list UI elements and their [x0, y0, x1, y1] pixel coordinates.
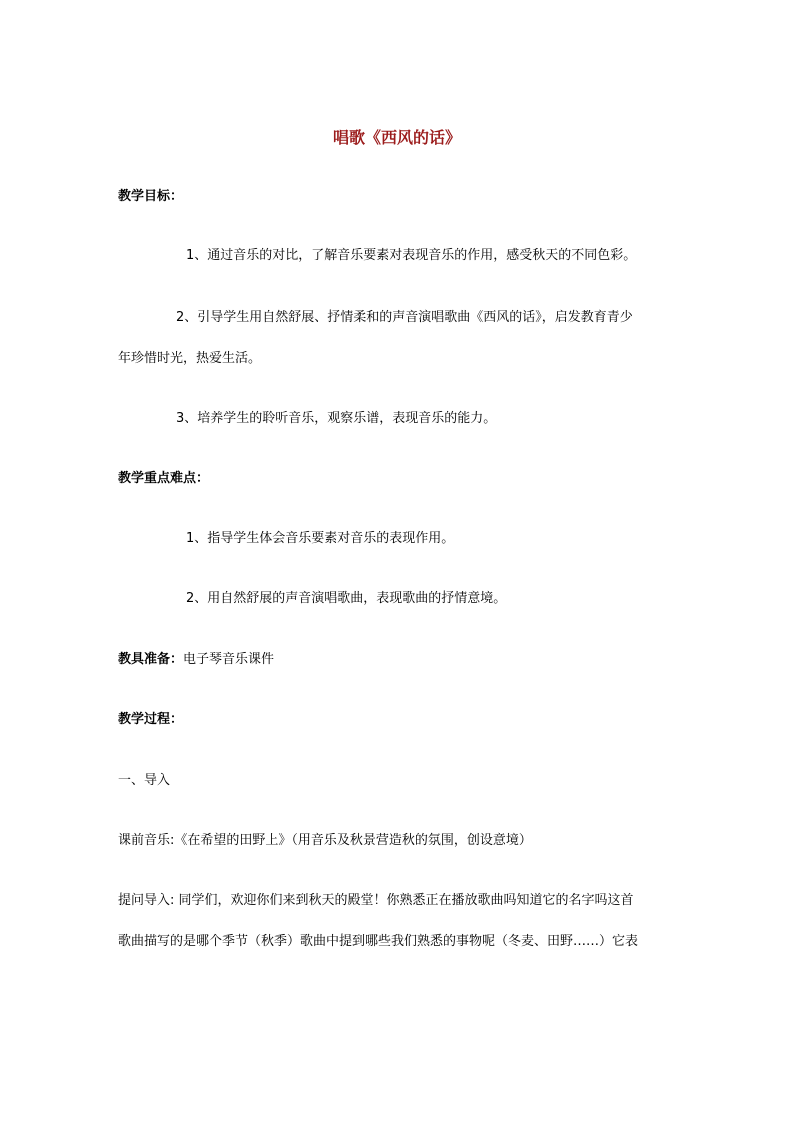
objective-item-1: 1、通过音乐的对比，了解音乐要素对表现音乐的作用，感受秋天的不同色彩。 — [186, 248, 637, 263]
document-title: 唱歌《西风的话》 — [332, 128, 461, 147]
question-intro-line-2: 歌曲描写的是哪个季节（秋季）歌曲中提到哪些我们熟悉的事物呢（冬麦、田野……）它表 — [118, 934, 639, 949]
objective-item-3: 3、培养学生的聆听音乐，观察乐谱，表现音乐的能力。 — [176, 411, 497, 426]
question-intro-line-1: 提问导入: 同学们，欢迎你们来到秋天的殿堂！你熟悉正在播放歌曲吗知道它的名字吗这首 — [118, 893, 634, 908]
equipment-label: 教具准备： — [118, 652, 184, 667]
objective-item-2: 2、引导学生用自然舒展、抒情柔和的声音演唱歌曲《西风的话》，启发教育青少 — [176, 310, 633, 325]
key-points-heading: 教学重点难点： — [118, 471, 210, 486]
key-point-item-2: 2、用自然舒展的声音演唱歌曲，表现歌曲的抒情意境。 — [186, 591, 507, 606]
section-intro-heading: 一、导入 — [118, 773, 171, 788]
equipment-line — [118, 651, 274, 669]
objectives-heading: 教学目标： — [118, 189, 184, 204]
key-point-item-1: 1、指导学生体会音乐要素对音乐的表现作用。 — [186, 531, 455, 546]
equipment-value: 电子琴音乐课件 — [183, 652, 275, 667]
pre-class-music-line: 课前音乐:《在希望的田野上》（用音乐及秋景营造秋的氛围，创设意境） — [118, 833, 532, 848]
objective-item-2-continued: 年珍惜时光，热爱生活。 — [118, 351, 262, 366]
process-heading: 教学过程： — [118, 712, 184, 727]
